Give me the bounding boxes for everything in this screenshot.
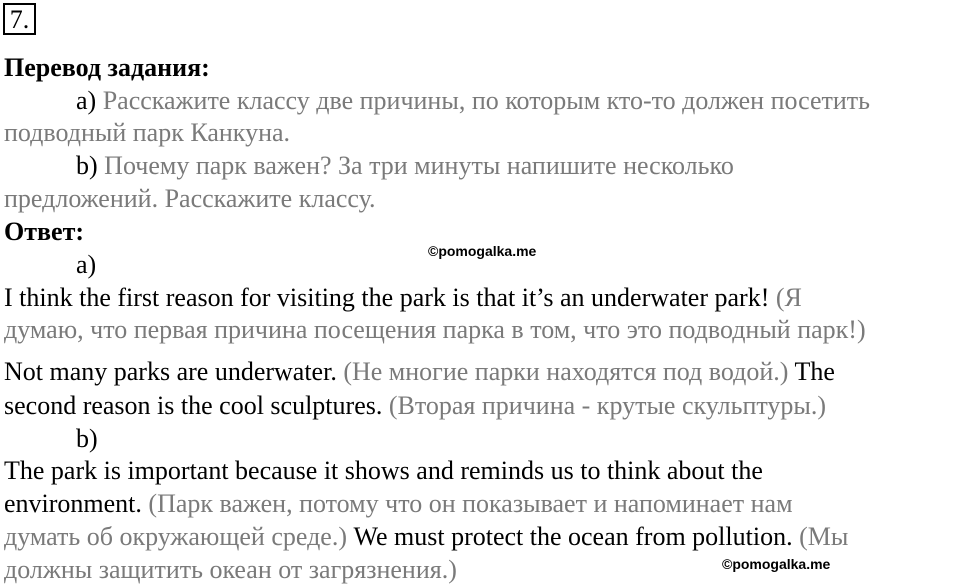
answer-b-line-2-ru: (Парк важен, потому что он показывает и напоминает нам [148,489,793,518]
watermark-top: ©pomogalka.me [428,243,537,259]
answer-b-line-3 [4,522,848,552]
task-b-marker: b) [76,151,98,180]
answer-b-line-3-ru: думать об окружающей среде.) [4,522,347,551]
task-a-line-1 [76,86,870,116]
task-b-line-1 [76,151,734,181]
answer-a-line-1-ru: (Я [775,283,802,312]
answer-a-line-1 [4,283,802,313]
answer-a-line-2-ru: думаю, что первая причина посещения парка в том, что это подводный парк!) [4,315,866,344]
task-a-marker: a) [76,86,97,115]
task-number-box: 7. [3,3,36,35]
answer-b-line-1-en: The park is important because it shows and reminds us to think about the [4,456,763,485]
answer-a-line-3 [4,357,835,387]
answer-a-line-3-en-2: The [794,357,835,386]
answer-a-line-3-en: Not many parks are underwater. [4,357,337,386]
answer-b-line-3-en: We must protect the ocean from pollution. [353,522,793,551]
answer-a-marker: a) [76,250,97,279]
answer-a-line-4 [4,391,826,421]
answer-a-line-1-en: I think the first reason for visiting the park is that it’s an underwater park! [4,283,770,312]
answer-b-line-2-en: environment. [4,489,142,518]
answer-b-line-3-ru-2: (Мы [799,522,849,551]
task-b-text-2: предложений. Расскажите классу. [4,184,376,213]
answer-a-line-3-ru: (Не многие парки находятся под водой.) [343,357,789,386]
task-a-text-2: подводный парк Канкуна. [4,118,291,147]
answer-b-marker: b) [76,424,98,453]
task-b-text-1: Почему парк важен? За три минуты напишите несколько [104,151,734,180]
answer-heading: Ответ: [4,217,85,246]
task-a-text-1: Расскажите классу две причины, по которым кто-то должен посетить [102,86,871,115]
answer-a-line-4-en: second reason is the cool sculptures. [4,391,383,420]
answer-b-line-4-ru: должны защитить океан от загрязнения.) [4,555,457,584]
watermark-bottom: ©pomogalka.me [722,556,831,572]
translation-heading: Перевод задания: [4,53,210,82]
answer-b-line-2 [4,489,793,519]
answer-a-line-4-ru: (Вторая причина - крутые скульптуры.) [388,391,827,420]
